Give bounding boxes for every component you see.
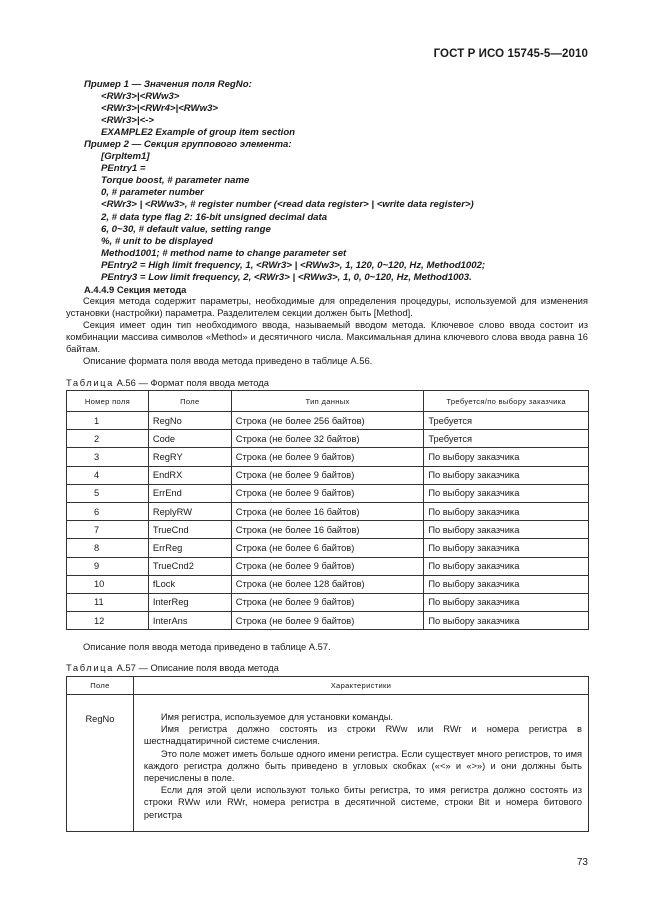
page-number: 73 <box>576 857 588 868</box>
table-row <box>67 539 589 557</box>
example-line: PEntry3 = Low limit frequency, 2, <RWr3> | <RWw3>, 1, 0, 0~120, Hz, Method1003. <box>101 271 472 283</box>
requirement-cell: По выбору заказчика <box>424 557 589 575</box>
field-number-cell: 11 <box>67 593 149 611</box>
field-name-cell: Code <box>148 430 231 448</box>
requirement-cell: Требуется <box>424 430 589 448</box>
field-number-cell: 12 <box>67 612 149 630</box>
column-header: Тип данных <box>231 391 424 412</box>
paragraph: Секция метода содержит параметры, необходимые для определения процедуры, используемой для изменения установки (настройки) параметра. Разделителем секции должен быть [Method]. <box>66 295 588 319</box>
paragraph: Имя регистра, используемое для установки команды. <box>160 712 394 722</box>
table-row <box>67 575 589 593</box>
field-name-cell: RegNo <box>148 412 231 430</box>
table-row <box>67 695 589 832</box>
field-number-cell: 8 <box>67 539 149 557</box>
standard-header: ГОСТ Р ИСО 15745-5—2010 <box>433 48 588 60</box>
table-row <box>67 484 589 502</box>
requirement-cell: Требуется <box>424 412 589 430</box>
requirement-cell: По выбору заказчика <box>424 593 589 611</box>
paragraph: Описание формата поля ввода метода приведено в таблице A.56. <box>83 355 373 367</box>
characteristics-cell <box>133 695 588 832</box>
table-row <box>67 502 589 520</box>
example-line: PEntry2 = High limit frequency, 1, <RWr3> | <RWw3>, 1, 120, 0~120, Hz, Method1002; <box>101 259 486 271</box>
caption-text: A.57 — Описание поля ввода метода <box>113 662 279 673</box>
table-row <box>67 466 589 484</box>
field-name-cell: RegNo <box>67 695 134 832</box>
table-row <box>67 612 589 630</box>
table-row <box>67 412 589 430</box>
examples-block <box>84 79 604 284</box>
column-header: Поле <box>148 391 231 412</box>
data-type-cell: Строка (не более 16 байтов) <box>231 521 424 539</box>
field-name-cell: InterAns <box>148 612 231 630</box>
example-line: <RWr3>|<-> <box>101 115 154 127</box>
field-name-cell: ErrEnd <box>148 484 231 502</box>
example-line: [GrpItem1] <box>101 151 150 163</box>
example-line: Torque boost, # parameter name <box>101 175 250 187</box>
column-header: Характеристики <box>133 677 588 695</box>
table-header-row <box>67 677 589 695</box>
example-line: 6, 0~30, # default value, setting range <box>101 223 271 235</box>
table-row <box>67 430 589 448</box>
data-type-cell: Строка (не более 9 байтов) <box>231 484 424 502</box>
data-type-cell: Строка (не более 16 байтов) <box>231 502 424 520</box>
field-name-cell: RegRY <box>148 448 231 466</box>
data-type-cell: Строка (не более 6 байтов) <box>231 539 424 557</box>
table-row <box>67 448 589 466</box>
caption-prefix: Таблица <box>66 662 114 673</box>
column-header: Номер поля <box>67 391 149 412</box>
example-line: %, # unit to be displayed <box>101 235 213 247</box>
paragraph: Если для этой цели используют только биты регистра, то имя регистра должно состоять из строки RWw или RWr, номера регистра в десятичной системе, строки Bit и номера битового регистра <box>143 785 582 820</box>
table-a56-caption <box>66 377 269 388</box>
example-line: PEntry1 = <box>101 163 146 175</box>
table-row <box>67 521 589 539</box>
paragraph: Это поле может иметь больше одного имени регистра. Если существует много регистров, то имя каждого регистра должно быть приведено в угловых скобках («<» и «>») и они должны быть перечислены в поле. <box>143 748 582 784</box>
data-type-cell: Строка (не более 128 байтов) <box>231 575 424 593</box>
table-row <box>67 593 589 611</box>
caption-text: A.56 — Формат поля ввода метода <box>113 377 269 388</box>
example-line: <RWr3>|<RWw3> <box>101 91 180 103</box>
table-a57 <box>66 676 589 832</box>
example-line: <RWr3> | <RWw3>, # register number (<read data register> | <write data register>) <box>101 199 474 211</box>
column-header: Требуется/по выбору заказчика <box>424 391 589 412</box>
paragraph: Секция имеет один тип необходимого ввода, называемый вводом метода. Ключевое слово ввода состоит из комбинации массива символов «Method» и десятичного числа. Максимальная длина ключевого слова ввода равна 16 байтам. <box>66 319 588 355</box>
column-header: Поле <box>67 677 134 695</box>
data-type-cell: Строка (не более 9 байтов) <box>231 612 424 630</box>
field-number-cell: 1 <box>67 412 149 430</box>
table-a57-reference: Описание поля ввода метода приведено в таблице A.57. <box>83 641 331 652</box>
data-type-cell: Строка (не более 9 байтов) <box>231 466 424 484</box>
requirement-cell: По выбору заказчика <box>424 612 589 630</box>
data-type-cell: Строка (не более 256 байтов) <box>231 412 424 430</box>
field-name-cell: ReplyRW <box>148 502 231 520</box>
field-name-cell: ErrReg <box>148 539 231 557</box>
requirement-cell: По выбору заказчика <box>424 575 589 593</box>
field-number-cell: 2 <box>67 430 149 448</box>
data-type-cell: Строка (не более 9 байтов) <box>231 593 424 611</box>
example-line: Пример 2 — Секция группового элемента: <box>84 139 292 151</box>
example-line: 2, # data type flag 2: 16-bit unsigned decimal data <box>101 211 328 223</box>
example-line: Пример 1 — Значения поля RegNo: <box>84 79 252 90</box>
example-line: <RWr3>|<RWr4>|<RWw3> <box>101 103 219 115</box>
field-number-cell: 4 <box>67 466 149 484</box>
field-number-cell: 3 <box>67 448 149 466</box>
data-type-cell: Строка (не более 32 байтов) <box>231 430 424 448</box>
table-row <box>67 557 589 575</box>
field-number-cell: 5 <box>67 484 149 502</box>
table-header-row <box>67 391 589 412</box>
field-number-cell: 7 <box>67 521 149 539</box>
requirement-cell: По выбору заказчика <box>424 484 589 502</box>
example-line: 0, # parameter number <box>101 187 204 199</box>
field-name-cell: fLock <box>148 575 231 593</box>
requirement-cell: По выбору заказчика <box>424 539 589 557</box>
field-name-cell: TrueCnd2 <box>148 557 231 575</box>
field-name-cell: InterReg <box>148 593 231 611</box>
field-number-cell: 9 <box>67 557 149 575</box>
section-body <box>66 295 588 368</box>
requirement-cell: По выбору заказчика <box>424 521 589 539</box>
field-number-cell: 10 <box>67 575 149 593</box>
section-heading: A.4.4.9 Секция метода <box>84 284 187 295</box>
field-number-cell: 6 <box>67 502 149 520</box>
caption-prefix: Таблица <box>66 377 114 388</box>
example-line: Method1001; # method name to change parameter set <box>101 247 347 259</box>
table-a57-caption <box>66 662 279 673</box>
data-type-cell: Строка (не более 9 байтов) <box>231 448 424 466</box>
table-a56 <box>66 390 589 630</box>
example-line: EXAMPLE2 Example of group item section <box>101 127 296 139</box>
requirement-cell: По выбору заказчика <box>424 502 589 520</box>
requirement-cell: По выбору заказчика <box>424 448 589 466</box>
field-name-cell: EndRX <box>148 466 231 484</box>
field-name-cell: TrueCnd <box>148 521 231 539</box>
paragraph: Имя регистра должно состоять из строки RWw или RWr и номера регистра в шестнадцатиричной системе счисления. <box>143 724 582 747</box>
data-type-cell: Строка (не более 9 байтов) <box>231 557 424 575</box>
requirement-cell: По выбору заказчика <box>424 466 589 484</box>
